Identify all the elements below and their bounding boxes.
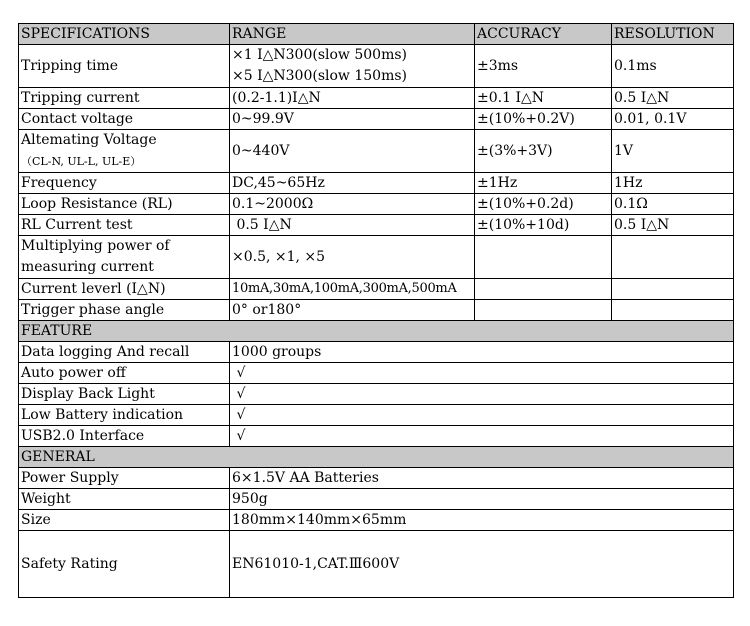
general-row-size (19, 510, 734, 531)
spec-accuracy: ±3ms (475, 45, 612, 88)
spec-accuracy: ±1Hz (475, 173, 612, 194)
spec-name-line: Multiplying power of (21, 238, 170, 254)
spec-name (19, 130, 230, 173)
header-specifications: SPECIFICATIONS (19, 24, 230, 45)
feature-name: Low Battery indication (19, 405, 230, 426)
section-title: FEATURE (19, 321, 734, 342)
spec-resolution (612, 236, 734, 279)
spec-resolution (612, 279, 734, 300)
feature-row-auto-power-off (19, 363, 734, 384)
spec-row-tripping-current (19, 88, 734, 109)
spec-accuracy: ±(3%+3V) (475, 130, 612, 173)
header-range: RANGE (230, 24, 475, 45)
spec-resolution: 0.5 I△N (612, 88, 734, 109)
spec-name-main: Altemating Voltage (21, 132, 157, 148)
feature-name: Display Back Light (19, 384, 230, 405)
check-mark: √ (230, 363, 734, 384)
general-value: 6×1.5V AA Batteries (230, 468, 734, 489)
header-resolution: RESOLUTION (612, 24, 734, 45)
spec-row-current-level (19, 279, 734, 300)
spec-range: 0~440V (230, 130, 475, 173)
header-accuracy: ACCURACY (475, 24, 612, 45)
section-general-header (19, 447, 734, 468)
spec-range (230, 45, 475, 88)
check-mark: √ (230, 426, 734, 447)
section-title: GENERAL (19, 447, 734, 468)
feature-row-display-back-light (19, 384, 734, 405)
spec-row-contact-voltage (19, 109, 734, 130)
general-row-safety-rating (19, 531, 734, 598)
feature-name: USB2.0 Interface (19, 426, 230, 447)
spec-resolution: 0.1Ω (612, 194, 734, 215)
spec-range: 0° or180° (230, 300, 475, 321)
general-name: Power Supply (19, 468, 230, 489)
spec-resolution: 1V (612, 130, 734, 173)
spec-name: Tripping time (19, 45, 230, 88)
feature-row-data-logging (19, 342, 734, 363)
spec-row-frequency (19, 173, 734, 194)
general-value: EN61010-1,CAT.Ⅲ600V (230, 531, 734, 598)
check-mark: √ (230, 384, 734, 405)
spec-accuracy: ±(10%+10d) (475, 215, 612, 236)
general-name: Weight (19, 489, 230, 510)
spec-name: Current leverl (I△N) (19, 279, 230, 300)
spec-range: 0.5 I△N (230, 215, 475, 236)
feature-row-usb-interface (19, 426, 734, 447)
section-feature-header (19, 321, 734, 342)
spec-resolution (612, 300, 734, 321)
spec-accuracy: ±(10%+0.2V) (475, 109, 612, 130)
spec-row-trigger-phase-angle (19, 300, 734, 321)
spec-row-rl-current-test (19, 215, 734, 236)
spec-resolution: 0.1ms (612, 45, 734, 88)
spec-row-alternating-voltage (19, 130, 734, 173)
spec-accuracy: ±(10%+0.2d) (475, 194, 612, 215)
feature-name: Auto power off (19, 363, 230, 384)
spec-accuracy (475, 300, 612, 321)
check-mark: √ (230, 405, 734, 426)
general-name: Safety Rating (19, 531, 230, 598)
spec-name: RL Current test (19, 215, 230, 236)
spec-range: DC,45~65Hz (230, 173, 475, 194)
general-row-power-supply (19, 468, 734, 489)
spec-row-loop-resistance (19, 194, 734, 215)
spec-range: 0~99.9V (230, 109, 475, 130)
spec-row-multiplying-power (19, 236, 734, 279)
header-row (19, 24, 734, 45)
spec-range: (0.2-1.1)I△N (230, 88, 475, 109)
feature-row-low-battery (19, 405, 734, 426)
spec-row-tripping-time (19, 45, 734, 88)
spec-range: 0.1~2000Ω (230, 194, 475, 215)
spec-accuracy: ±0.1 I△N (475, 88, 612, 109)
spec-resolution: 0.5 I△N (612, 215, 734, 236)
general-name: Size (19, 510, 230, 531)
general-value: 180mm×140mm×65mm (230, 510, 734, 531)
feature-value: 1000 groups (230, 342, 734, 363)
spec-range: ×0.5, ×1, ×5 (230, 236, 475, 279)
spec-resolution: 1Hz (612, 173, 734, 194)
spec-name-sub: （CL-N, UL-L, UL-E） (21, 155, 142, 168)
spec-resolution: 0.01, 0.1V (612, 109, 734, 130)
specification-table (18, 23, 734, 598)
general-row-weight (19, 489, 734, 510)
spec-name: Tripping current (19, 88, 230, 109)
spec-range: 10mA,30mA,100mA,300mA,500mA (230, 279, 475, 300)
spec-name: Frequency (19, 173, 230, 194)
spec-name: Contact voltage (19, 109, 230, 130)
spec-name: Loop Resistance (RL) (19, 194, 230, 215)
feature-name: Data logging And recall (19, 342, 230, 363)
spec-name: Trigger phase angle (19, 300, 230, 321)
range-line: ×5 I△N300(slow 150ms) (232, 68, 407, 84)
spec-name-line: measuring current (21, 259, 154, 275)
range-line: ×1 I△N300(slow 500ms) (232, 47, 407, 63)
spec-name (19, 236, 230, 279)
general-value: 950g (230, 489, 734, 510)
spec-accuracy (475, 236, 612, 279)
spec-accuracy (475, 279, 612, 300)
